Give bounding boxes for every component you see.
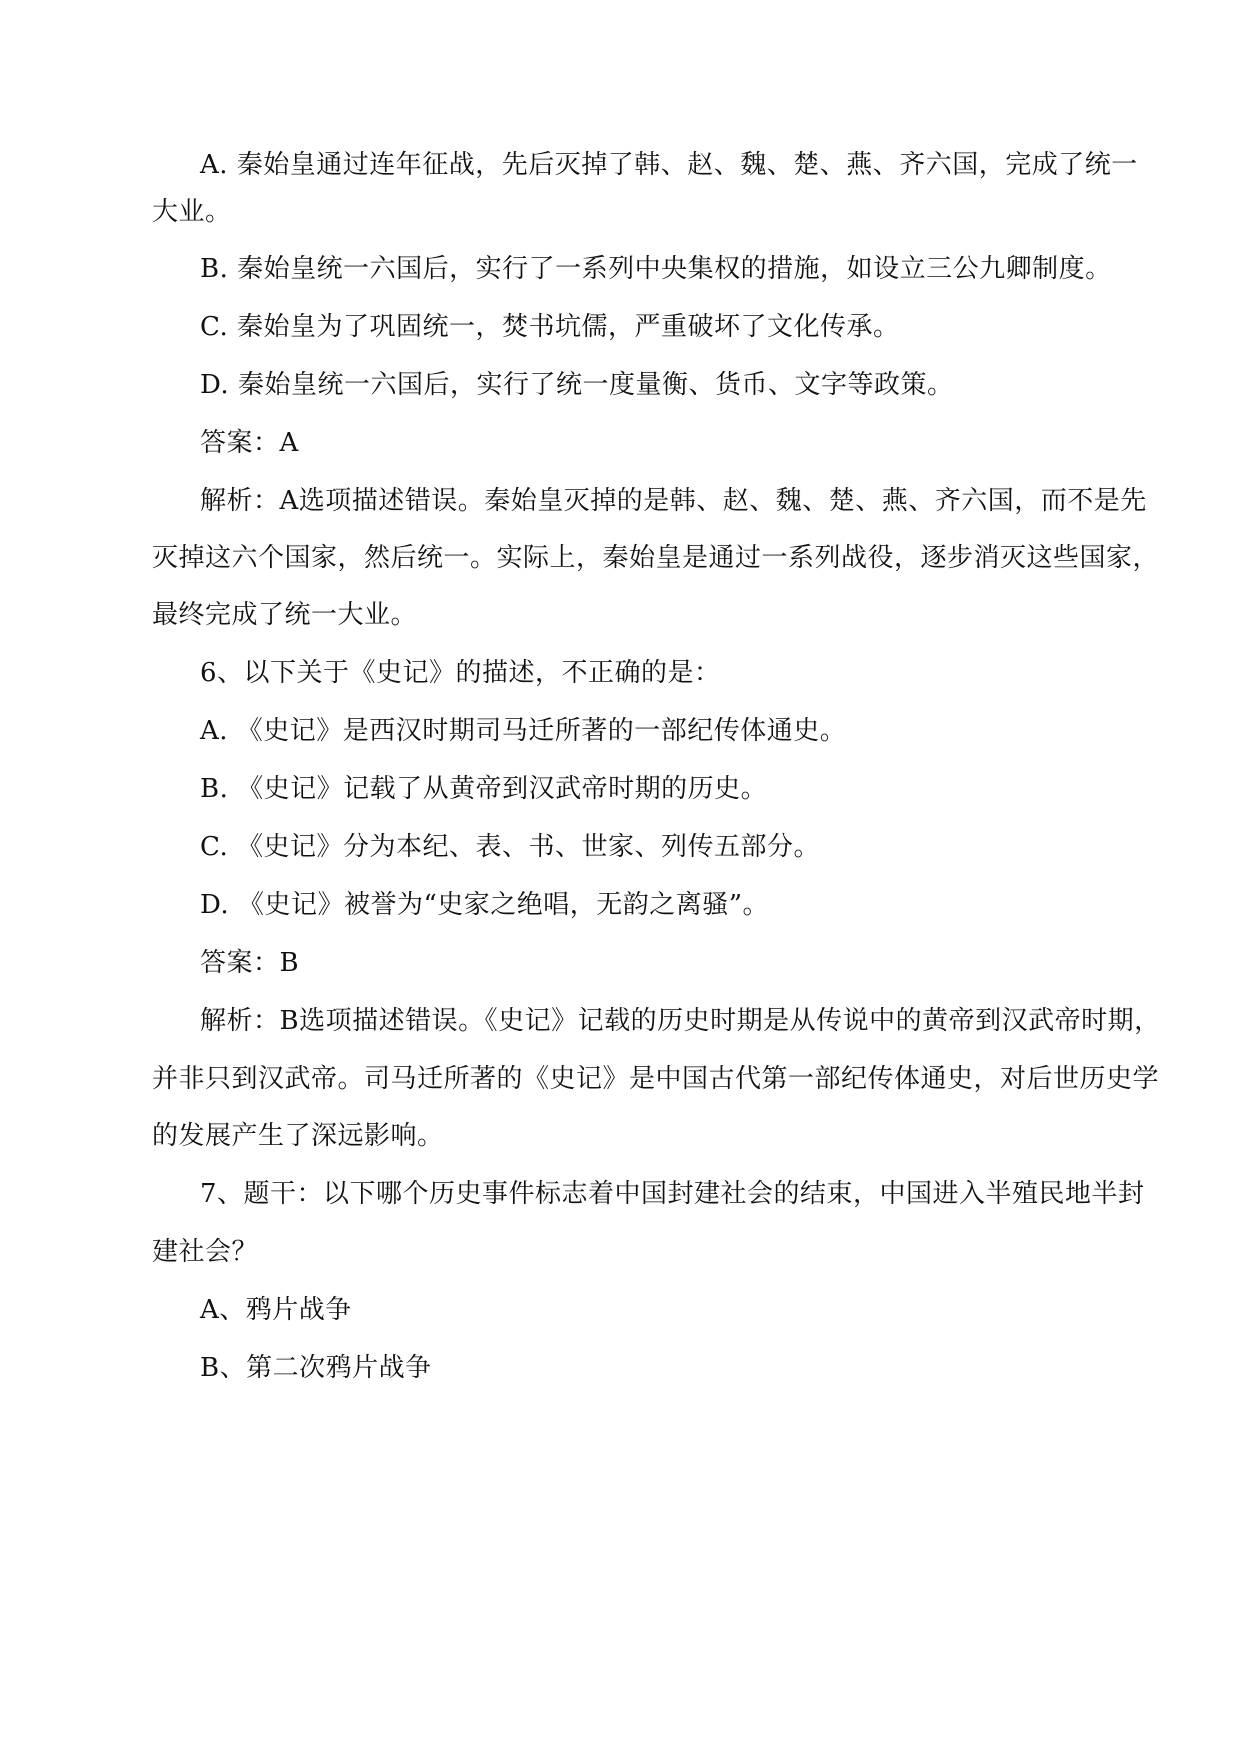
q6-analysis-line-3: 的发展产生了深远影响。 — [152, 1121, 444, 1151]
q6-analysis-line-1: 解析：B选项描述错误。《史记》记载的历史时期是从传说中的黄帝到汉武帝时期， — [200, 1006, 1161, 1036]
q5-option-d: D. 秦始皇统一六国后，实行了统一度量衡、货币、文字等政策。 — [200, 370, 954, 400]
q5-option-a-line-1: A. 秦始皇通过连年征战，先后灭掉了韩、赵、魏、楚、燕、齐六国，完成了统一 — [200, 150, 1138, 180]
q5-option-c: C. 秦始皇为了巩固统一，焚书坑儒，严重破坏了文化传承。 — [200, 312, 900, 342]
q5-answer: 答案：A — [200, 428, 299, 458]
q6-option-b: B. 《史记》记载了从黄帝到汉武帝时期的历史。 — [200, 774, 768, 804]
q5-analysis-line-1: 解析：A选项描述错误。秦始皇灭掉的是韩、赵、魏、楚、燕、齐六国，而不是先 — [200, 486, 1147, 516]
q7-option-b: B、第二次鸦片战争 — [200, 1353, 432, 1383]
q6-answer: 答案：B — [200, 948, 300, 978]
q6-question: 6、以下关于《史记》的描述，不正确的是： — [200, 658, 721, 688]
q5-option-a-line-2: 大业。 — [152, 197, 232, 227]
q7-option-a: A、鸦片战争 — [200, 1295, 352, 1325]
q7-question-line-2: 建社会？ — [152, 1237, 259, 1267]
q6-option-d: D. 《史记》被誉为“史家之绝唱，无韵之离骚”。 — [200, 890, 770, 920]
q5-analysis-line-3: 最终完成了统一大业。 — [152, 600, 418, 630]
q6-option-a: A. 《史记》是西汉时期司马迁所著的一部纪传体通史。 — [200, 716, 847, 746]
q5-option-b: B. 秦始皇统一六国后，实行了一系列中央集权的措施，如设立三公九卿制度。 — [200, 254, 1112, 284]
q6-analysis-line-2: 并非只到汉武帝。司马迁所著的《史记》是中国古代第一部纪传体通史，对后世历史学 — [152, 1064, 1160, 1094]
q6-option-c: C. 《史记》分为本纪、表、书、世家、列传五部分。 — [200, 832, 820, 862]
q7-question-line-1: 7、题干：以下哪个历史事件标志着中国封建社会的结束，中国进入半殖民地半封 — [200, 1179, 1145, 1209]
q5-analysis-line-2: 灭掉这六个国家，然后统一。实际上，秦始皇是通过一系列战役，逐步消灭这些国家， — [152, 543, 1160, 573]
